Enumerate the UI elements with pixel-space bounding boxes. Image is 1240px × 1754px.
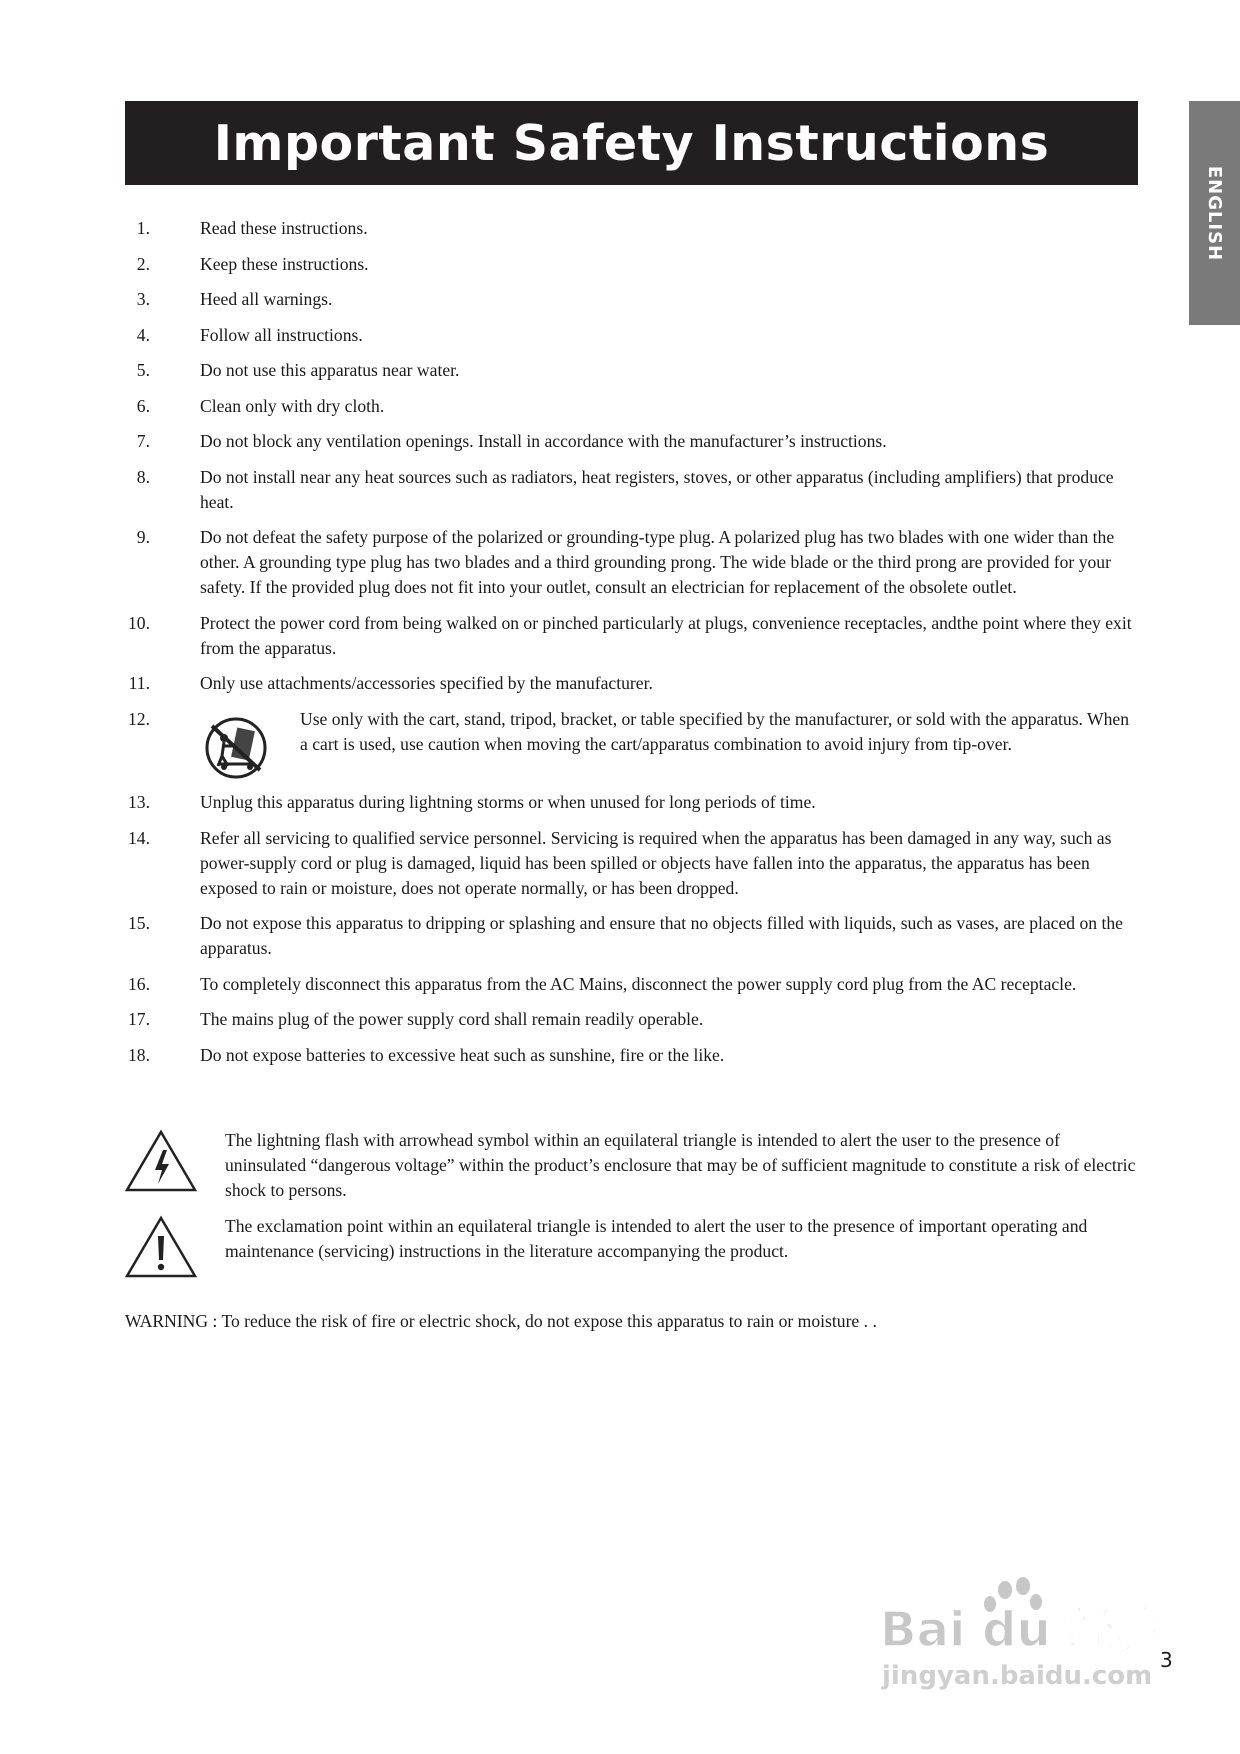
baidu-jingyan-watermark bbox=[880, 1576, 1170, 1696]
item-text: Read these instructions. bbox=[200, 218, 368, 238]
item-number: 15. bbox=[128, 913, 150, 933]
list-item bbox=[125, 911, 1140, 961]
item-number: 12. bbox=[128, 708, 150, 729]
list-item bbox=[125, 826, 1140, 901]
item-text: Only use attachments/accessories specified by the manufacturer. bbox=[200, 673, 653, 693]
list-item bbox=[125, 972, 1140, 997]
watermark-brand: Bai du 经验 bbox=[880, 1602, 1164, 1658]
item-number: 9. bbox=[136, 527, 150, 547]
list-item bbox=[125, 671, 1140, 696]
list-item bbox=[125, 465, 1140, 515]
item-number: 17. bbox=[128, 1009, 150, 1029]
item-number: 8. bbox=[136, 466, 150, 487]
item-text: Unplug this apparatus during lightning storms or when unused for long periods of time. bbox=[200, 792, 816, 812]
language-tab[interactable] bbox=[1189, 101, 1240, 325]
item-text: Do not expose batteries to excessive heat such as sunshine, fire or the like. bbox=[200, 1044, 725, 1065]
title-banner bbox=[125, 101, 1138, 185]
item-text: Do not expose this apparatus to dripping or splashing and ensure that no objects filled with liquids, such as vases, are placed on the apparatus. bbox=[200, 913, 1123, 958]
item-number: 5. bbox=[136, 360, 150, 380]
page-title: Important Safety Instructions bbox=[213, 114, 1050, 172]
item-body bbox=[200, 707, 1140, 780]
list-item bbox=[125, 287, 1140, 312]
item-number: 4. bbox=[136, 324, 150, 345]
lightning-triangle-icon bbox=[125, 1128, 197, 1192]
language-tab-label: ENGLISH bbox=[1204, 165, 1225, 261]
item-number: 6. bbox=[136, 395, 150, 416]
list-item bbox=[125, 252, 1140, 277]
item-number: 16. bbox=[128, 973, 150, 994]
item-text: Follow all instructions. bbox=[200, 324, 363, 345]
item-number: 3. bbox=[136, 289, 150, 309]
item-text: Do not use this apparatus near water. bbox=[200, 360, 460, 380]
item-text: Refer all servicing to qualified service personnel. Servicing is required when the apparatus has been damaged in any way, such as power-supply cord or plug is damaged, liquid has been spilled or objects have fallen into the apparatus, the apparatus has been exposed to rain or moisture, does not operate normally, or has been dropped. bbox=[200, 827, 1112, 898]
item-number: 10. bbox=[128, 612, 150, 633]
item-text: The mains plug of the power supply cord shall remain readily operable. bbox=[200, 1009, 704, 1029]
list-item bbox=[125, 358, 1140, 383]
item-number: 2. bbox=[136, 253, 150, 274]
item-text: Use only with the cart, stand, tripod, bracket, or table specified by the manufacturer, or sold with the apparatus. When a cart is used, use caution when moving the cart/apparatus combination to avoid injury from tip-over. bbox=[300, 708, 1130, 754]
list-item bbox=[125, 429, 1140, 454]
item-text: Do not install near any heat sources such as radiators, heat registers, stoves, or other apparatus (including amplifiers) that produce heat. bbox=[200, 466, 1114, 512]
item-text: Clean only with dry cloth. bbox=[200, 395, 385, 416]
list-item bbox=[125, 790, 1140, 815]
watermark-url: jingyan.baidu.com bbox=[882, 1661, 1153, 1691]
item-number: 1. bbox=[136, 218, 150, 238]
list-item bbox=[125, 525, 1140, 600]
exclamation-symbol-text: The exclamation point within an equilateral triangle is intended to alert the user to the presence of important operating and maintenance (servicing) instructions in the literature accompanying the product. bbox=[225, 1216, 1088, 1261]
item-number: 11. bbox=[128, 673, 150, 693]
instructions-list bbox=[125, 216, 1140, 1078]
item-text: Do not defeat the safety purpose of the polarized or grounding-type plug. A polarized plug has two blades with one wider than the other. A grounding type plug has two blades and a third grounding prong. The wide blade or the third prong are provided for your safety. If the provided plug does not fit into your outlet, consult an electrician for replacement of the obsolete outlet. bbox=[200, 527, 1115, 597]
list-item bbox=[125, 611, 1140, 661]
item-text: Keep these instructions. bbox=[200, 253, 369, 274]
lightning-symbol-text: The lightning flash with arrowhead symbol within an equilateral triangle is intended to alert the user to the presence of uninsulated “dangerous voltage” within the product’s enclosure that may be of sufficient magnitude to constitute a risk of electric shock to persons. bbox=[225, 1130, 1136, 1200]
page-number: 3 bbox=[1160, 1648, 1173, 1672]
item-text: Heed all warnings. bbox=[200, 289, 333, 309]
exclamation-symbol-note bbox=[125, 1214, 1140, 1278]
exclamation-triangle-icon bbox=[125, 1214, 197, 1278]
item-text: To completely disconnect this apparatus from the AC Mains, disconnect the power supply cord plug from the AC receptacle. bbox=[200, 973, 1077, 994]
list-item bbox=[125, 707, 1140, 780]
item-number: 14. bbox=[128, 827, 150, 848]
list-item bbox=[125, 1007, 1140, 1032]
list-item bbox=[125, 1043, 1140, 1068]
item-number: 13. bbox=[128, 792, 150, 812]
lightning-symbol-note bbox=[125, 1128, 1140, 1203]
cart-tipover-warning-icon bbox=[204, 716, 268, 780]
item-number: 18. bbox=[128, 1044, 150, 1065]
item-text: Do not block any ventilation openings. Install in accordance with the manufacturer’s instructions. bbox=[200, 431, 887, 451]
item-text: Protect the power cord from being walked on or pinched particularly at plugs, convenience receptacles, andthe point where they exit from the apparatus. bbox=[200, 612, 1132, 658]
item-number: 7. bbox=[136, 431, 150, 451]
list-item bbox=[125, 394, 1140, 419]
list-item bbox=[125, 216, 1140, 241]
list-item bbox=[125, 323, 1140, 348]
warning-text: WARNING : To reduce the risk of fire or electric shock, do not expose this apparatus to rain or moisture . . bbox=[125, 1311, 877, 1331]
